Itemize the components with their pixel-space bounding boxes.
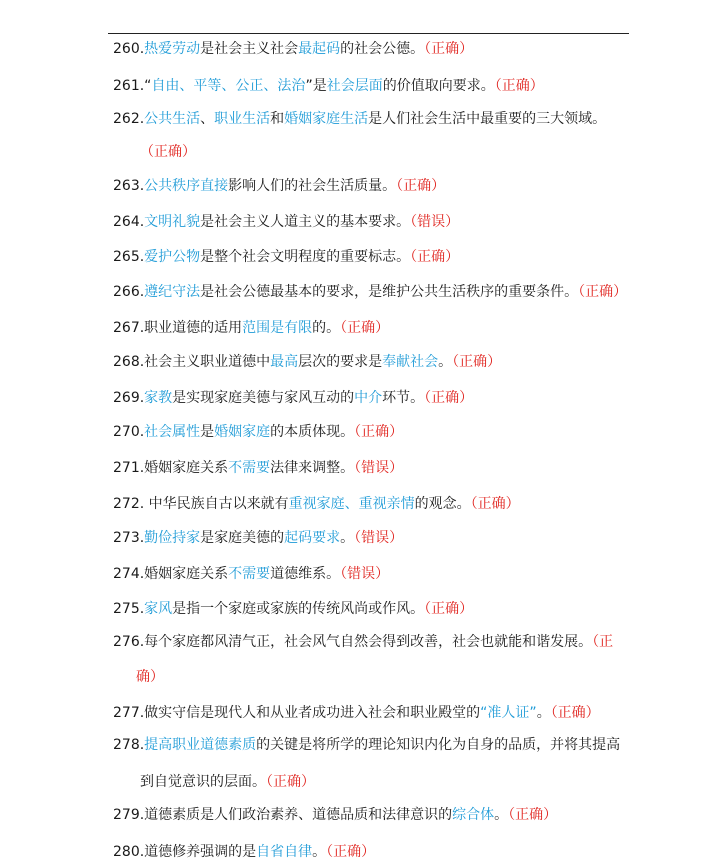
highlight-text: 公共秩序直接: [144, 178, 229, 194]
highlight-text: 爱护公物: [144, 249, 201, 265]
highlight-text: 社会层面: [326, 78, 383, 94]
statement-item: [113, 353, 649, 371]
statement-text: 277.做实守信是现代人和从业者成功进入社会和职业殿堂的: [113, 705, 481, 721]
statement-item: [113, 213, 649, 231]
statement-item: [113, 565, 649, 583]
statement-item: [113, 40, 649, 58]
statement-text: 、: [200, 111, 215, 127]
statement-continuation: [140, 773, 315, 791]
statement-item: [113, 806, 649, 824]
statement-text: 是: [200, 424, 215, 440]
statement-text: 影响人们的社会生活质量。: [228, 178, 397, 194]
statement-text: 是人们社会生活中最重要的三大领域。: [368, 111, 607, 127]
verdict-label: （正: [592, 634, 614, 650]
statement-continuation: [140, 143, 196, 161]
statement-text: 276.每个家庭都风清气正，社会风气自然会得到改善，社会也就能和谐发展。: [113, 634, 593, 650]
statement-text: 。: [494, 807, 509, 823]
statement-text: 是社会主义人道主义的基本要求。: [200, 214, 411, 230]
statement-text: 273.: [113, 530, 145, 546]
statement-text: 是家庭美德的: [200, 530, 285, 546]
statement-text: 269.: [113, 390, 145, 406]
top-rule: [108, 33, 629, 34]
highlight-text: 遵纪守法: [144, 284, 201, 300]
statement-text: 279.道德素质是人们政治素养、道德品质和法律意识的: [113, 807, 453, 823]
statement-text: 。: [536, 705, 551, 721]
statement-text: 道德维系。: [270, 566, 341, 582]
verdict-label: （正确）: [340, 320, 390, 336]
statement-item: [113, 633, 649, 651]
statement-text: 的关键是将所学的理论知识内化为自身的品质，并将其提高: [256, 737, 621, 753]
highlight-text: 最高: [270, 354, 299, 370]
highlight-text: 不需要: [228, 566, 271, 582]
statement-text: 和: [270, 111, 285, 127]
statement-text: 是社会主义社会: [200, 41, 299, 57]
statement-text: 的观念。: [414, 496, 471, 512]
statement-item: [113, 459, 649, 477]
highlight-text: 婚姻家庭生活: [284, 111, 369, 127]
verdict-label: （正确）: [410, 249, 460, 265]
statement-text: 275.: [113, 601, 145, 617]
statement-text: 261.“: [113, 78, 152, 94]
statement-text: 。: [438, 354, 453, 370]
verdict-label: （错误）: [410, 214, 460, 230]
highlight-text: 自由、平等、公正、法治: [151, 78, 306, 94]
highlight-text: 文明礼貌: [144, 214, 201, 230]
statement-item: [113, 423, 649, 441]
statement-text: 264.: [113, 214, 145, 230]
highlight-text: 范围是有限: [242, 320, 313, 336]
verdict-label: （错误）: [354, 530, 404, 546]
statement-text: 260.: [113, 41, 145, 57]
highlight-text: 家风: [144, 601, 173, 617]
highlight-text: 不需要: [228, 460, 271, 476]
statement-text: ”是: [305, 78, 327, 94]
statement-text: 274.婚姻家庭关系: [113, 566, 229, 582]
highlight-text: 婚姻家庭: [214, 424, 271, 440]
verdict-label: （错误）: [354, 460, 404, 476]
statement-item: [113, 843, 649, 861]
statement-text: 层次的要求是: [298, 354, 383, 370]
verdict-label: （错误）: [340, 566, 390, 582]
verdict-label: （正确）: [424, 601, 474, 617]
highlight-text: 社会属性: [144, 424, 201, 440]
highlight-text: 自省自律: [256, 844, 313, 860]
statement-item: [113, 319, 649, 337]
highlight-text: 中介: [354, 390, 383, 406]
verdict-label: （正确）: [470, 496, 520, 512]
statement-text: 是指一个家庭或家族的传统风尚或作风。: [172, 601, 425, 617]
verdict-label: （正确）: [550, 705, 600, 721]
statement-item: [113, 110, 649, 128]
statement-text: 266.: [113, 284, 145, 300]
statement-item: [113, 736, 649, 754]
highlight-text: 最起码: [298, 41, 341, 57]
highlight-text: 家教: [144, 390, 173, 406]
statement-text: 到自觉意识的层面。: [140, 774, 266, 790]
verdict-label: （正确）: [424, 41, 474, 57]
statement-text: 278.: [113, 737, 145, 753]
verdict-label: （正确）: [140, 144, 196, 160]
highlight-text: 勤俭持家: [144, 530, 201, 546]
verdict-label: （正确）: [494, 78, 544, 94]
verdict-label: （正确）: [452, 354, 502, 370]
statement-item: [113, 248, 649, 266]
statement-text: 267.职业道德的适用: [113, 320, 243, 336]
statement-text: 265.: [113, 249, 145, 265]
highlight-text: 重视家庭、重视亲情: [288, 496, 415, 512]
statement-item: [113, 529, 649, 547]
statement-text: 的。: [312, 320, 341, 336]
statement-text: 是实现家庭美德与家风互动的: [172, 390, 355, 406]
statement-text: 263.: [113, 178, 145, 194]
statement-item: [113, 389, 649, 407]
verdict-label: （正确）: [578, 284, 628, 300]
statement-text: 280.道德修养强调的是: [113, 844, 257, 860]
statement-text: 。: [312, 844, 327, 860]
verdict-label: （正确）: [354, 424, 404, 440]
statement-text: 的社会公德。: [340, 41, 425, 57]
highlight-text: 起码要求: [284, 530, 341, 546]
statement-text: 271.婚姻家庭关系: [113, 460, 229, 476]
statement-text: 270.: [113, 424, 145, 440]
verdict-label: （正确）: [396, 178, 446, 194]
statement-item: [113, 704, 649, 722]
statement-text: 法律来调整。: [270, 460, 355, 476]
highlight-text: 职业生活: [214, 111, 271, 127]
statement-item: [113, 600, 649, 618]
highlight-text: “准人证”: [480, 705, 537, 721]
verdict-label: （正确）: [326, 844, 376, 860]
verdict-label: （正确）: [508, 807, 558, 823]
statement-text: 是社会公德最基本的要求，是维护公共生活秩序的重要条件。: [200, 284, 579, 300]
statement-text: 268.社会主义职业道德中: [113, 354, 271, 370]
statement-item: [113, 495, 649, 513]
verdict-label: （正确）: [266, 774, 315, 790]
statement-text: 环节。: [382, 390, 425, 406]
statement-text: 272. 中华民族自古以来就有: [113, 496, 289, 512]
statement-text: 是整个社会文明程度的重要标志。: [200, 249, 411, 265]
highlight-text: 综合体: [452, 807, 495, 823]
statement-continuation: [136, 668, 164, 686]
statement-item: [113, 283, 649, 301]
verdict-label: 确）: [136, 669, 164, 685]
highlight-text: 公共生活: [144, 111, 201, 127]
statement-text: 262.: [113, 111, 145, 127]
highlight-text: 奉献社会: [382, 354, 439, 370]
verdict-label: （正确）: [424, 390, 474, 406]
highlight-text: 提高职业道德素质: [144, 737, 257, 753]
statement-text: 的本质体现。: [270, 424, 355, 440]
statement-item: [113, 77, 649, 95]
statement-text: 。: [340, 530, 355, 546]
highlight-text: 热爱劳动: [144, 41, 201, 57]
statement-item: [113, 177, 649, 195]
statement-text: 的价值取向要求。: [382, 78, 495, 94]
